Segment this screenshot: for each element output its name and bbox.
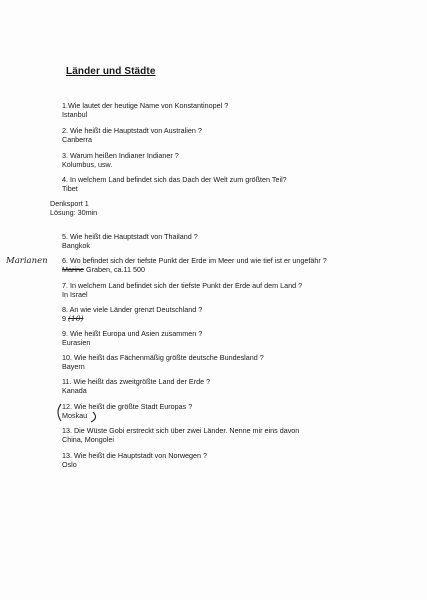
answer-line: [62, 265, 327, 274]
question-3: [62, 151, 179, 170]
answer-text: In Israel: [62, 290, 88, 300]
question-text: 2. Wie heißt die Hauptstadt von Australien ?: [62, 126, 202, 135]
answer-text: Moskau: [62, 411, 88, 421]
handwritten-margin-note: Marianen: [6, 256, 48, 266]
question-text: 12. Wie heißt die größte Stadt Europas ?: [62, 402, 193, 411]
answer-text: Canberra: [62, 135, 92, 145]
answer-text: 9: [62, 314, 66, 324]
denksport-loesung: Lösung: 30min: [50, 208, 98, 218]
answer-text: Eurasien: [62, 338, 91, 348]
question-11: [62, 377, 210, 396]
question-10: [62, 353, 264, 372]
question-text: 11. Wie heißt das zweitgrößte Land der Erde ?: [62, 377, 211, 386]
answer-text: Tibet: [62, 184, 78, 194]
struck-answer: (10): [68, 314, 84, 324]
handwritten-bracket-icon: [53, 400, 103, 424]
question-text: 13. Die Wüste Gobi erstreckt sich über zwei Länder. Nenne mir eins davon: [62, 426, 300, 435]
answer-text: Kolumbus, usw.: [62, 160, 113, 170]
question-7: [62, 281, 302, 300]
answer-text: Bangkok: [62, 241, 90, 251]
question-text: 6. Wo befindet sich der tiefste Punkt der Erde im Meer und wie tief ist er ungefähr ?: [62, 256, 327, 265]
answer-text: Istanbul: [62, 110, 88, 120]
question-text: 7. In welchem Land befindet sich der tiefste Punkt der Erde auf dem Land ?: [62, 281, 303, 290]
answer-text: China, Mongolei: [62, 435, 114, 445]
question-text: 4. In welchem Land befindet sich das Dach der Welt zum größten Teil?: [62, 175, 287, 184]
question-text: 3. Warum heißen Indianer Indianer ?: [62, 151, 179, 160]
question-13: [62, 426, 299, 445]
question-4: [62, 175, 287, 194]
answer-line: [62, 314, 202, 323]
question-1: [62, 101, 228, 120]
answer-text: Graben, ca.11 500: [85, 265, 145, 275]
question-text: 9. Wie heißt Europa und Asien zusammen ?: [62, 329, 203, 338]
question-2: [62, 126, 202, 145]
denksport-block: [50, 199, 97, 218]
denksport-label: Denksport 1: [50, 199, 89, 208]
question-text: 13. Wie heißt die Hauptstadt von Norwegen ?: [62, 451, 208, 460]
question-9: [62, 329, 202, 348]
question-6: [62, 256, 327, 275]
question-14: [62, 451, 207, 470]
question-8: [62, 305, 202, 324]
question-5: [62, 232, 198, 251]
page-title: Länder und Städte: [66, 66, 156, 77]
question-text: 5. Wie heißt die Hauptstadt von Thailand ?: [62, 232, 198, 241]
answer-text: Kanada: [62, 386, 87, 396]
answer-text: Bayern: [62, 362, 85, 372]
question-text: 10. Wie heißt das Fächenmäßig größte deutsche Bundesland ?: [62, 353, 264, 362]
question-text: 8. An wie viele Länder grenzt Deutschland ?: [62, 305, 203, 314]
struck-answer: Marine: [62, 265, 84, 275]
question-text: 1.Wie lautet der heutige Name von Konstantinopel ?: [62, 101, 229, 110]
answer-text: Oslo: [62, 460, 77, 470]
